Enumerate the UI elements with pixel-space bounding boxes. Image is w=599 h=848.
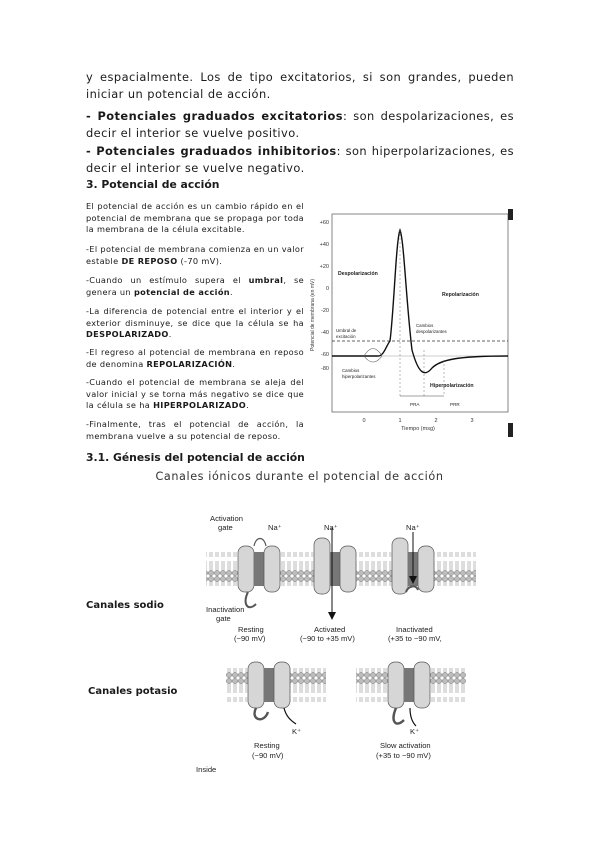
sodium-inactivated-range: (+35 to −90 mV, [388,634,442,643]
x-tick: 0 [362,418,366,424]
sodium-resting-range: (−90 mV) [234,634,266,643]
na-label-activated: Na⁺ [324,523,338,532]
sodium-resting-label: Resting [238,625,264,634]
threshold-text: -Cuando un estímulo supera el [86,275,249,285]
recovery-paragraph: -Finalmente, tras el potencial de acción, la membrana vuelve a su potencial de reposo. [86,419,304,441]
resting-paragraph [86,244,304,267]
potassium-slow-activation-channel [388,662,430,726]
y-tick: +60 [319,220,329,226]
excitatory-term: - Potenciales graduados excitatorios [86,109,344,123]
depolarization-end: . [168,329,172,339]
y-tick: -20 [321,308,329,314]
threshold-paragraph [86,275,304,298]
potassium-resting-label: Resting [254,741,280,750]
intro-paragraph [86,69,514,102]
x-tick: 1 [398,418,402,424]
inhibitory-definition: : son hiperpolarizaciones, es decir el interior se vuelve negativo. [86,144,514,175]
y-axis-label: Potencial de membrana (en mV) [310,279,316,351]
potassium-slow-activation-label: Slow activation [380,741,431,750]
activation-gate-label-2: gate [218,523,233,532]
na-label-resting: Na⁺ [268,523,282,532]
resting-value: (-70 mV). [177,255,223,266]
hyperpolarization-term: HIPERPOLARIZADO [153,400,247,410]
action-potential-graph [306,200,516,450]
inside-label: Inside [196,765,217,774]
sodium-activated-range: (−90 to +35 mV) [300,634,355,643]
hyperpolarization-paragraph [86,377,304,412]
y-tick: +40 [319,242,329,248]
figure-caption: Canales iónicos durante el potencial de acción [155,470,444,483]
repolarization-label: Repolarización [442,292,479,298]
y-tick: -40 [321,330,329,336]
excitatory-paragraph [86,108,514,141]
hyperpolarizing-changes-label-2: hiperpolarizantes [342,374,376,379]
threshold-label-1: Umbral de [336,328,357,333]
action-potential-term: potencial de acción [133,286,230,297]
inhibitory-term: - Potenciales graduados inhibitorios [86,144,337,158]
depolarization-term: DESPOLARIZADO [86,329,169,339]
repolarization-paragraph [86,347,304,370]
action-potential-definition: El potencial de acción es un cambio rápido en el potencial de membrana que se propaga por toda la membrana de la célula excitable. [86,201,304,234]
sodium-activated-channel [314,528,356,620]
section-3-heading: 3. Potencial de acción [86,178,220,191]
activation-gate-label-1: Activation [210,514,243,523]
na-label-inactivated: Na⁺ [406,523,420,532]
intro-text: y espacialmente. Los de tipo excitatorios, si son grandes, pueden iniciar un potencial de acción. [86,70,514,101]
inactivation-gate-label-2: gate [216,614,231,623]
depolarizing-changes-label-1: Cambios [416,323,434,328]
hyperpolarization-label: Hiperpolarización [430,383,474,389]
y-tick: -80 [321,366,329,372]
hyperpolarization-end: . [246,400,250,410]
threshold-end: . [229,286,233,297]
repolarization-term: REPOLARIZACIÓN [146,358,233,369]
sodium-activated-label: Activated [314,625,346,634]
sodium-inactivated-label: Inactivated [396,625,433,634]
threshold-term: umbral [248,275,284,285]
sodium-inactivated-channel [392,532,434,594]
pra-label: PRA [410,402,420,407]
y-tick: -60 [321,352,329,358]
k-label-slow: K⁺ [410,727,420,736]
depolarization-paragraph [86,306,304,341]
k-label-resting: K⁺ [292,727,302,736]
depolarizing-changes-label-2: despolarizantes [416,329,447,334]
threshold-label-2: excitación [336,334,356,339]
depolarization-text: -La diferencia de potencial entre el interior y el exterior disminuye, se dice que la célula se ha [86,306,304,328]
sodium-channels-label: Canales sodio [86,600,164,611]
hyperpolarizing-changes-label-1: Cambios [342,368,360,373]
sodium-resting-channel [238,539,280,608]
inhibitory-paragraph [86,143,514,176]
resting-text: -El potencial de membrana comienza en un valor estable [86,244,304,266]
potassium-resting-range: (−90 mV) [252,751,284,760]
repolarization-text: -El regreso al potencial de membrana en reposo de denomina [86,347,304,369]
y-tick: +20 [319,264,329,270]
x-tick: 3 [470,418,474,424]
graph-frame [332,214,508,412]
resting-term: DE REPOSO [121,255,178,266]
threshold-text-2: , se genera un [86,275,304,297]
repolarization-end: . [232,358,236,369]
depolarization-label: Despolarización [338,271,378,277]
ion-channels-diagram [196,508,486,778]
potassium-slow-activation-range: (+35 to −90 mV) [376,751,431,760]
x-axis-label: Tiempo (msg) [401,426,435,432]
hyperpolarization-text: -Cuando el potencial de membrana se aleja del valor inicial y se torna más negativo se dice que la célula se ha [86,377,304,410]
y-tick: 0 [325,286,329,292]
prr-label: PRR [450,402,460,407]
potassium-resting-channel [248,662,296,724]
excitatory-definition: : son despolarizaciones, es decir el interior se vuelve positivo. [86,109,514,140]
page-marker-bottom [508,423,513,437]
section-3-1-heading: 3.1. Génesis del potencial de acción [86,451,305,464]
inactivation-gate-label-1: Inactivation [206,605,245,614]
page-marker-top [508,209,513,220]
x-tick: 2 [434,418,438,424]
potassium-channels-label: Canales potasio [88,686,178,697]
